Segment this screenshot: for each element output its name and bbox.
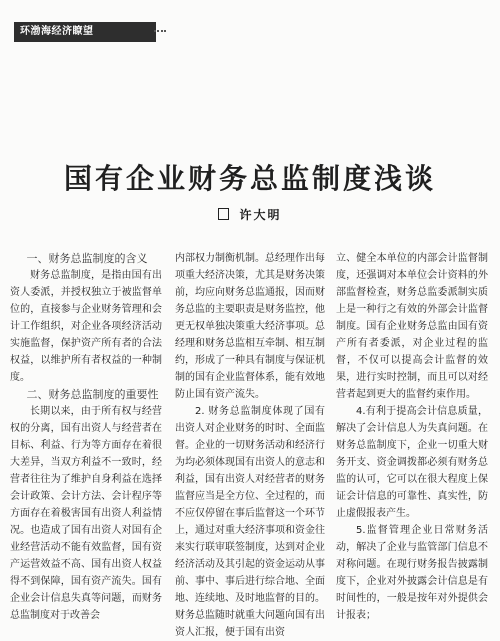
section-heading-2: 二、财务总监制度的重要性 [26,388,159,401]
text-column-1 [10,250,162,624]
article-title: 国有企业财务总监制度浅谈 [63,162,436,195]
text-column-3 [336,250,488,624]
paragraph: 长期以来，由于所有权与经营权的分离，国有出资人与经营者在目标、利益、行为等方面存在着很大差异，当双方利益不一致时，经营者往往为了维护自身利益在选择会计政策、会计方法、会计程序等方面存在着极害国有出资人利益情况。也造成了国有出资人对国有企业经营活动不能有效监督，国有资产运营效益不高、国有出资人权益得不到保障，国有资产流失。国有企业会计信息失真等问题，而财务总监制度对于改善会 [10,406,162,621]
author-line [0,206,500,223]
author-name: 许大明 [239,208,282,222]
band-dots [154,30,166,35]
text-column-2 [175,250,325,641]
journal-section-band [14,22,156,42]
paragraph: 财务总监制度，是指由国有出资人委派，并授权独立于被监督单位的，直接参与企业财务管理和会计工作组织，对企业各项经济活动实施监督，保护资产所有者的合法权益，以维护所有者权益的一种制度。 [10,270,162,383]
paragraph: 5.监督管理企业日常财务活动，解决了企业与监管部门信息不对称问题。在现行财务报告披露制度下，企业对外披露会计信息是有时间性的，一般是按年对外提供会计报表； [336,525,488,621]
section-heading-1: 一、财务总监制度的含义 [26,252,148,265]
paragraph: 4.有利于提高会计信息质量，解决了会计信息人为失真问题。在财务总监制度下，企业一切重大财务开支、资金调拨都必须有财务总监的认可，它可以在很大程度上保证会计信息的可靠性、真实性，防止虚假报表产生。 [336,406,488,519]
section-label: 环渤海经济瞭望 [20,26,94,37]
paragraph: 立、健全本单位的内部会计监督制度，还强调对本单位会计资料的外部监督检查，财务总监委派制实质上是一种行之有效的外部会计监督制度。国有企业财务总监由国有资产所有者委派，对企业过程的监督，不仅可以提高会计监督的效果，进行实时控制，而且可以对经营者起到更大的监督约束作用。 [336,253,488,400]
author-box-icon [218,208,229,220]
paragraph: 内部权力制衡机制。总经理作出每项重大经济决策，尤其是财务决策前，均应向财务总监通报，因而财务总监的主要职责是财务监控，他更无权单独决策重大经济事项。总经理和财务总监相互牵制、相互制约，形成了一种具有制度与保证机制的国有企业监督体系，能有效地防止国有资产流失。 [175,253,325,400]
paragraph: 2. 财务总监制度体现了国有出资人对企业财务的时时、全面监督。企业的一切财务活动和经济行为均必须体现国有出资人的意志和利益，国有出资人对经营者的财务监督应当是全方位、全过程的，而不应仅停留在事后监督这一个环节上，通过对重大经济事项和资金往来实行联审联签制度，达到对企业经济活动及其引起的资金运动从事前、事中、事后进行综合地、全面地、连续地、及时地监督的目的。财务总监随时就重大问题向国有出资人汇报，便于国有出资 [175,406,325,638]
